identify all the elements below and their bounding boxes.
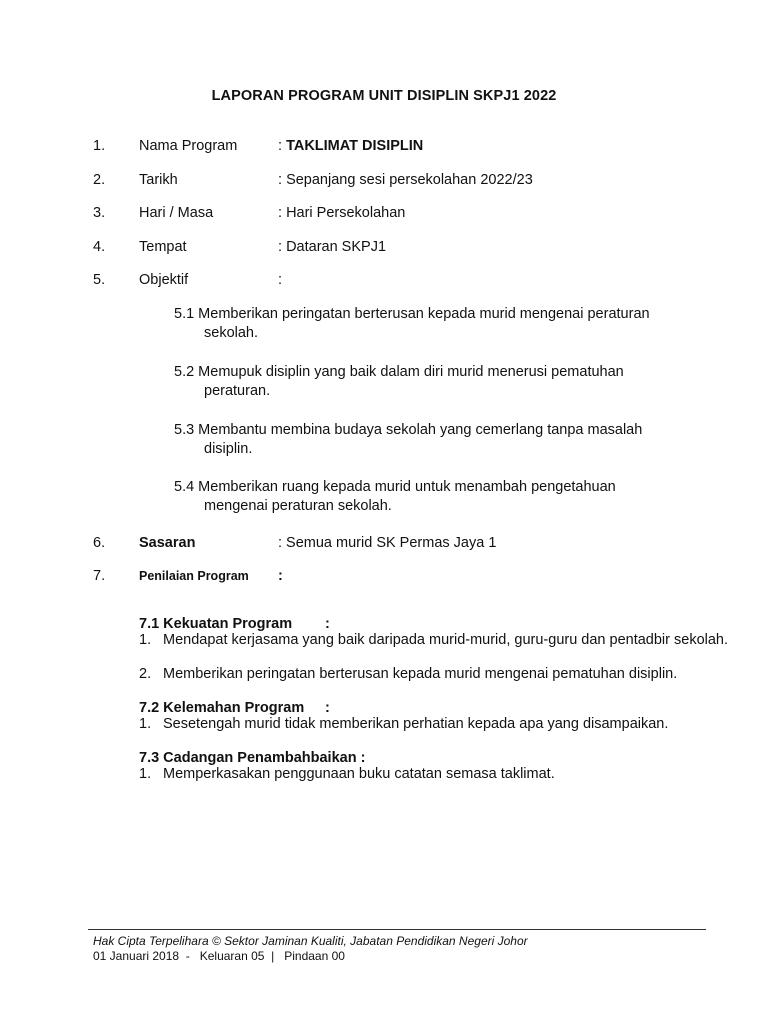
row-label: Nama Program — [139, 138, 238, 154]
row-colon: : — [278, 568, 283, 584]
row-value: : Dataran SKPJ1 — [278, 239, 387, 255]
page-title: LAPORAN PROGRAM UNIT DISIPLIN SKPJ1 2022 — [211, 88, 557, 104]
list-item: 1. Sesetengah murid tidak memberikan perhatian kepada apa yang disampaikan. — [139, 716, 669, 732]
row-number: 5. — [93, 272, 106, 288]
footer-copyright: Hak Cipta Terpelihara © Sektor Jaminan Kualiti, Jabatan Pendidikan Negeri Johor — [93, 934, 528, 948]
row-value: : — [278, 272, 283, 288]
row-value: : Sepanjang sesi persekolahan 2022/23 — [278, 172, 533, 188]
row-value: : TAKLIMAT DISIPLIN — [278, 138, 424, 154]
list-item: 2. Memberikan peringatan berterusan kepada murid mengenai pematuhan disiplin. — [139, 666, 678, 682]
row-label: Objektif — [139, 272, 189, 288]
objective-item: 5.2 Memupuk disiplin yang baik dalam diri murid menerusi pematuhan peraturan. — [174, 364, 624, 399]
section-heading-cadangan: 7.3 Cadangan Penambahbaikan : — [139, 750, 366, 766]
row-number: 4. — [93, 239, 106, 255]
row-value: : Hari Persekolahan — [278, 205, 406, 221]
row-number: 7. — [93, 568, 106, 584]
section-heading-kekuatan: 7.1 Kekuatan Program : — [139, 616, 330, 632]
row-label: Penilaian Program — [139, 569, 249, 583]
objective-item: 5.1 Memberikan peringatan berterusan kepada murid mengenai peraturan sekolah. — [174, 306, 650, 341]
footer-edition: 01 Januari 2018 - Keluaran 05 | Pindaan 00 — [93, 949, 345, 963]
row-number: 6. — [93, 535, 106, 551]
row-label: Sasaran — [139, 535, 196, 551]
list-item: 1. Mendapat kerjasama yang baik daripada murid-murid, guru-guru dan pentadbir sekolah. — [139, 632, 729, 648]
row-value: : Semua murid SK Permas Jaya 1 — [278, 535, 497, 551]
objective-item: 5.3 Membantu membina budaya sekolah yang cemerlang tanpa masalah disiplin. — [174, 422, 643, 457]
row-label: Tempat — [139, 239, 187, 255]
row-number: 2. — [93, 172, 106, 188]
row-label: Tarikh — [139, 172, 178, 188]
objective-item: 5.4 Memberikan ruang kepada murid untuk menambah pengetahuan mengenai peraturan sekolah. — [174, 479, 616, 514]
row-number: 3. — [93, 205, 106, 221]
list-item: 1. Memperkasakan penggunaan buku catatan semasa taklimat. — [139, 766, 555, 782]
footer-divider — [88, 929, 706, 930]
row-label: Hari / Masa — [139, 205, 214, 221]
row-number: 1. — [93, 138, 106, 154]
section-heading-kelemahan: 7.2 Kelemahan Program : — [139, 700, 330, 716]
